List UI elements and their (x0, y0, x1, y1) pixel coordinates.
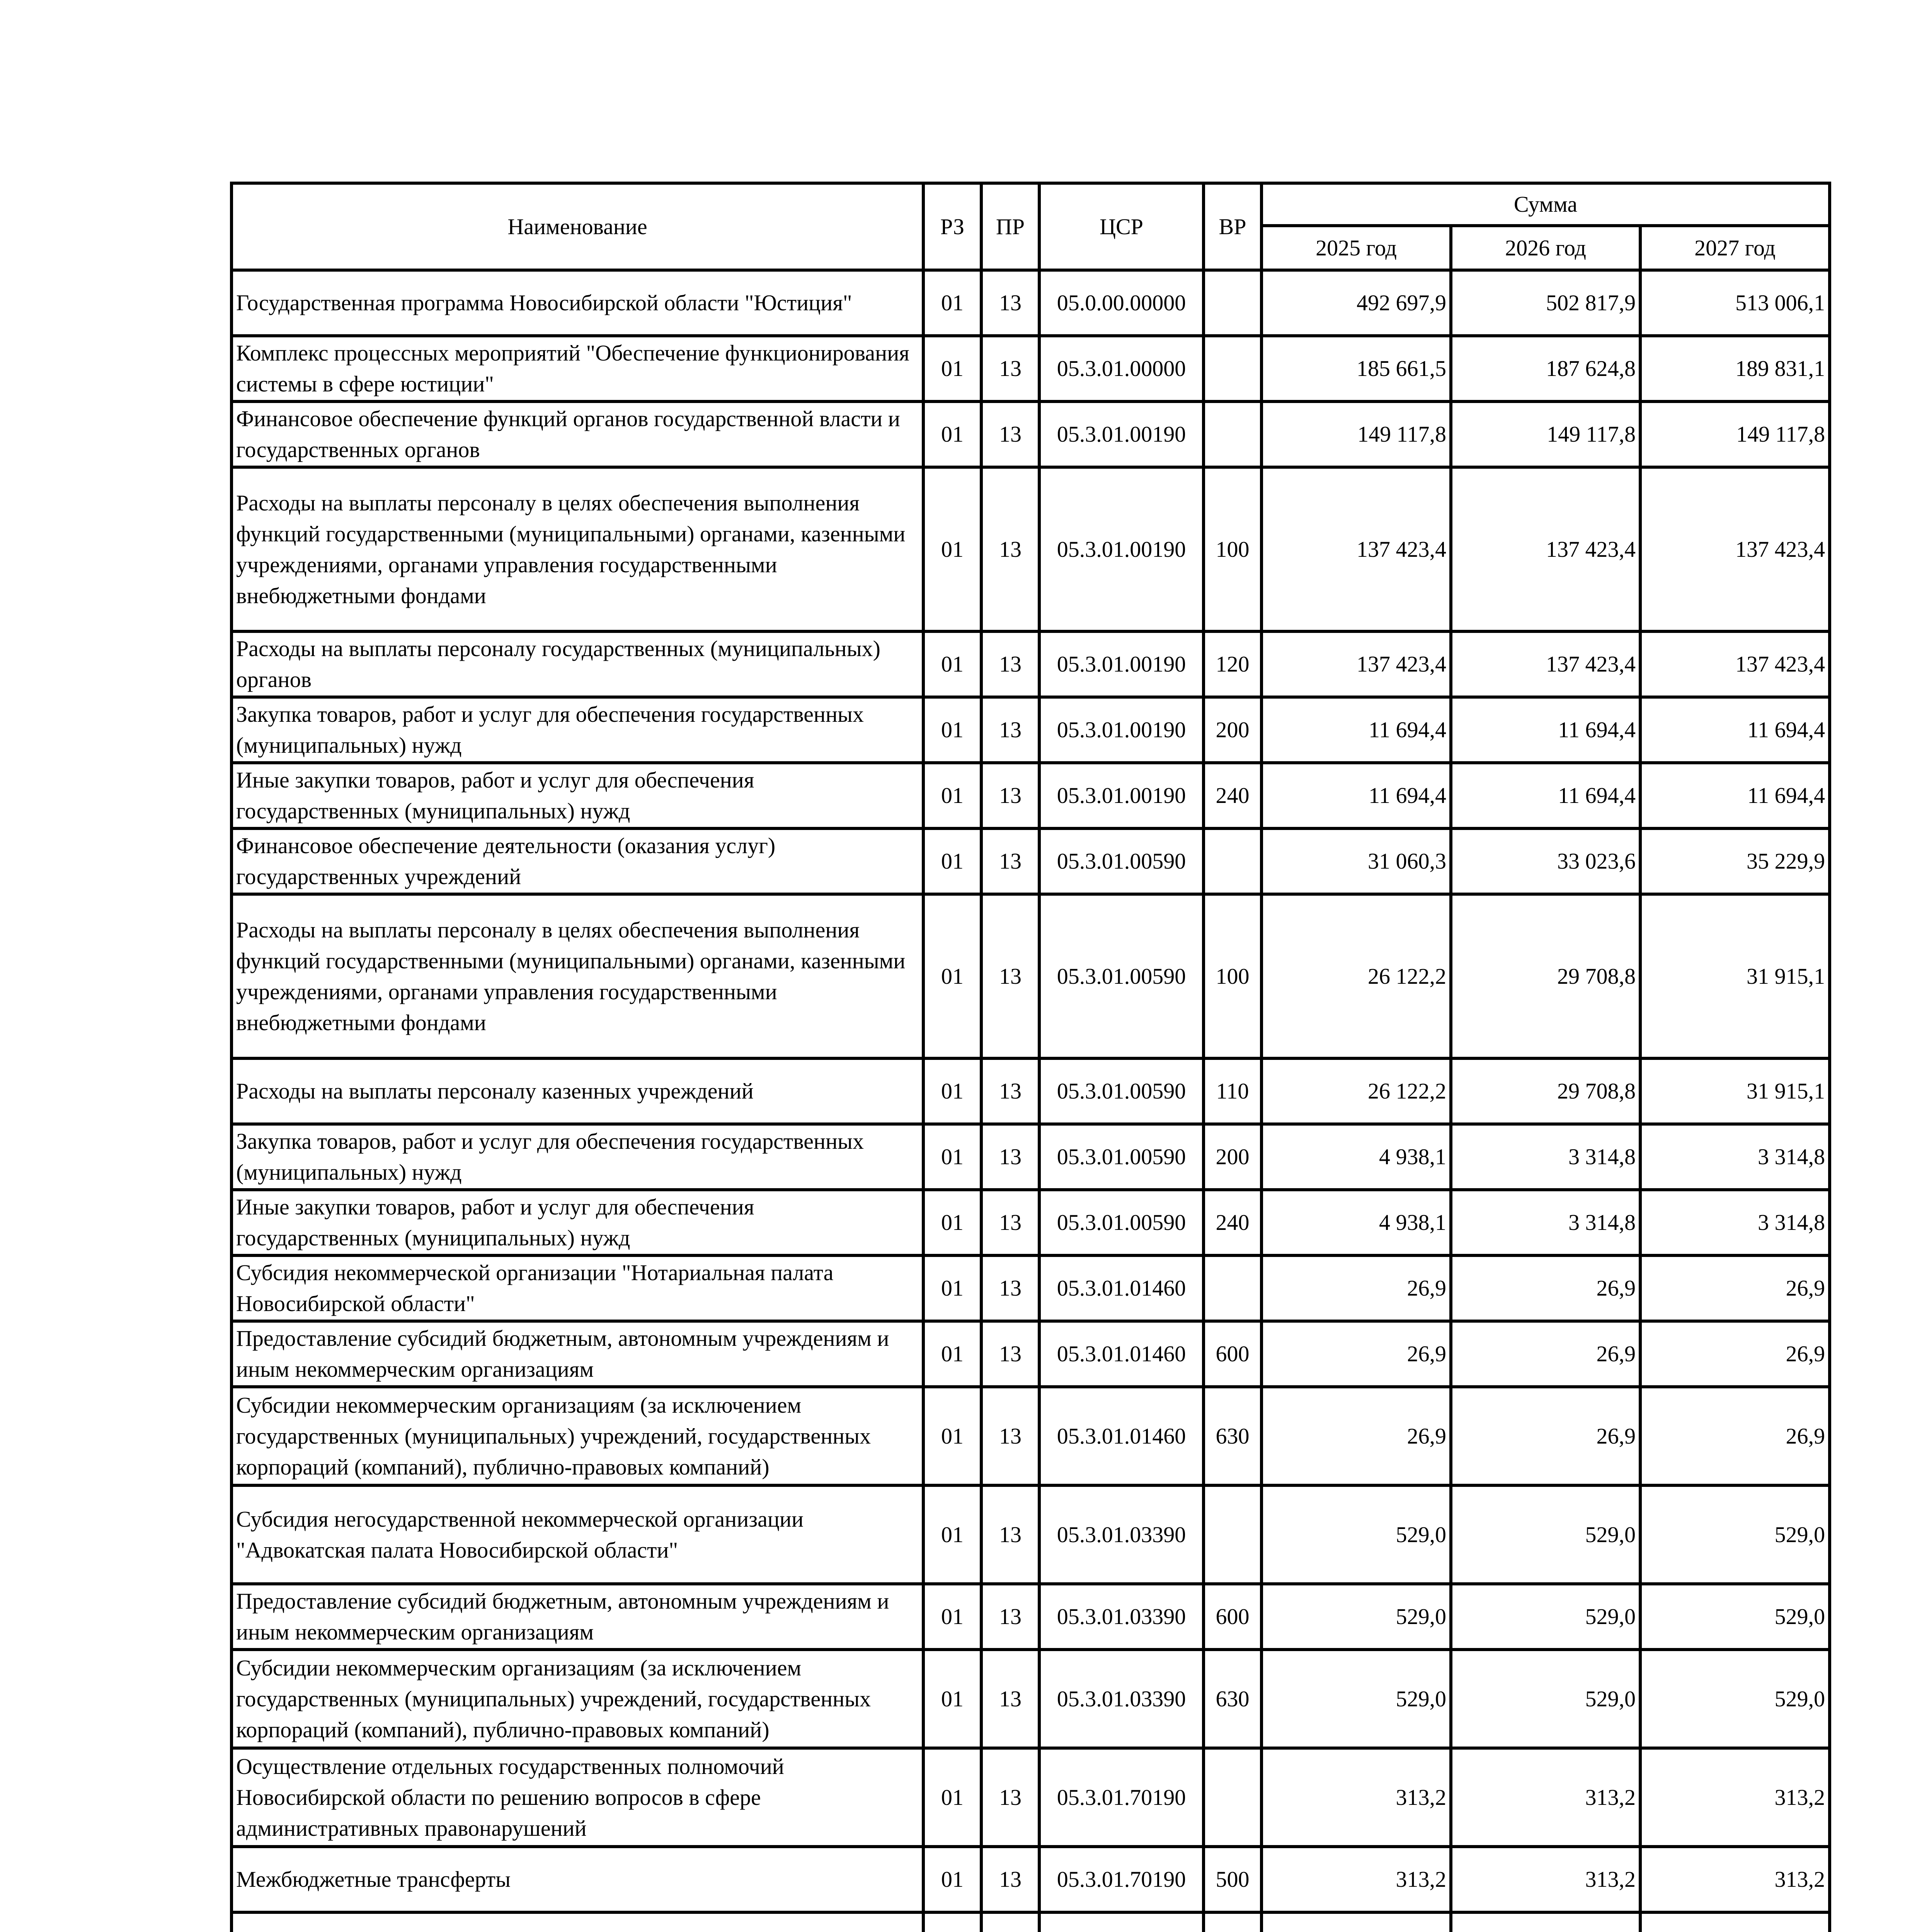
cell-vr: 630 (1204, 1387, 1262, 1485)
cell-name: Иные закупки товаров, работ и услуг для обеспечения государственных (муниципальных) нужд (232, 1190, 923, 1255)
cell-pr: 13 (981, 336, 1039, 401)
cell-vr: 110 (1204, 1058, 1262, 1124)
table-row (232, 697, 1830, 763)
table-row (232, 1912, 1830, 1932)
cell-2026: 313,2 (1451, 1748, 1640, 1847)
cell-name: Предоставление субсидий бюджетным, автономным учреждениям и иным некоммерческим организациям (232, 1584, 923, 1650)
cell-rz: 01 (923, 1485, 981, 1584)
table-row (232, 1321, 1830, 1387)
cell-2027: 313,2 (1640, 1847, 1830, 1912)
cell-2025: 11 694,4 (1262, 763, 1451, 828)
cell-2026: 137 423,4 (1451, 467, 1640, 631)
cell-rz: 01 (923, 1255, 981, 1321)
cell-pr: 13 (981, 1650, 1039, 1748)
cell-rz: 01 (923, 1650, 981, 1748)
cell-2027: 31 915,1 (1640, 894, 1830, 1058)
cell-csr: 05.0.00.00000 (1039, 270, 1204, 336)
cell-2027: 529,0 (1640, 1584, 1830, 1650)
col-header-csr: ЦСР (1039, 183, 1204, 270)
table-row (232, 828, 1830, 894)
cell-2025: 26,9 (1262, 1387, 1451, 1485)
cell-pr: 13 (981, 1255, 1039, 1321)
cell-rz: 01 (923, 763, 981, 828)
cell-2026: 29 708,8 (1451, 1058, 1640, 1124)
table-row (232, 631, 1830, 697)
table-row (232, 1058, 1830, 1124)
cell-vr (1204, 1255, 1262, 1321)
cell-name: Финансовое обеспечение функций органов государственной власти и государственных органов (232, 401, 923, 467)
cell-2027: 137 423,4 (1640, 631, 1830, 697)
cell-pr: 13 (981, 1124, 1039, 1190)
cell-rz: 01 (923, 631, 981, 697)
cell-rz: 01 (923, 270, 981, 336)
cell-pr: 13 (981, 894, 1039, 1058)
cell-2026: 187 624,8 (1451, 336, 1640, 401)
cell-rz (923, 1912, 981, 1932)
cell-pr (981, 1912, 1039, 1932)
cell-2026: 529,0 (1451, 1650, 1640, 1748)
cell-vr (1204, 270, 1262, 336)
cell-vr (1204, 828, 1262, 894)
cell-2025: 529,0 (1262, 1650, 1451, 1748)
cell-pr: 13 (981, 1387, 1039, 1485)
cell-2025: 313,2 (1262, 1847, 1451, 1912)
cell-2025: 31 060,3 (1262, 828, 1451, 894)
col-header-rz: РЗ (923, 183, 981, 270)
cell-2026: 29 708,8 (1451, 894, 1640, 1058)
cell-name: Закупка товаров, работ и услуг для обеспечения государственных (муниципальных) нужд (232, 1124, 923, 1190)
cell-2025 (1262, 1912, 1451, 1932)
cell-2025: 4 938,1 (1262, 1124, 1451, 1190)
cell-csr: 05.3.01.00590 (1039, 1124, 1204, 1190)
cell-2027: 26,9 (1640, 1321, 1830, 1387)
cell-rz: 01 (923, 697, 981, 763)
cell-csr: 05.3.01.00590 (1039, 1190, 1204, 1255)
col-header-2025: 2025 год (1262, 226, 1451, 270)
cell-2025: 26,9 (1262, 1255, 1451, 1321)
cell-name: Расходы на выплаты персоналу в целях обеспечения выполнения функций государственными (муниципальными) органами, казенными учреждениями, органами управления государственными внебюджетными фондами (232, 467, 923, 631)
cell-csr: 05.3.01.03390 (1039, 1650, 1204, 1748)
cell-2025: 529,0 (1262, 1485, 1451, 1584)
table-row (232, 894, 1830, 1058)
cell-csr: 05.3.01.01460 (1039, 1255, 1204, 1321)
cell-csr: 05.3.01.00000 (1039, 336, 1204, 401)
cell-2027: 11 694,4 (1640, 763, 1830, 828)
cell-2026: 26,9 (1451, 1255, 1640, 1321)
cell-pr: 13 (981, 1847, 1039, 1912)
table-row (232, 1748, 1830, 1847)
cell-pr: 13 (981, 763, 1039, 828)
cell-vr (1204, 1748, 1262, 1847)
cell-2027: 26,9 (1640, 1387, 1830, 1485)
cell-vr: 600 (1204, 1584, 1262, 1650)
cell-csr: 05.3.01.70190 (1039, 1748, 1204, 1847)
cell-csr: 05.3.01.00190 (1039, 697, 1204, 763)
cell-2027: 31 915,1 (1640, 1058, 1830, 1124)
table-row (232, 270, 1830, 336)
cell-rz: 01 (923, 401, 981, 467)
col-header-sum: Сумма (1262, 183, 1830, 226)
cell-2027: 313,2 (1640, 1748, 1830, 1847)
cell-vr (1204, 1485, 1262, 1584)
cell-rz: 01 (923, 1124, 981, 1190)
cell-2025: 149 117,8 (1262, 401, 1451, 467)
cell-csr: 05.3.01.00590 (1039, 828, 1204, 894)
cell-2025: 529,0 (1262, 1584, 1451, 1650)
cell-vr: 200 (1204, 1124, 1262, 1190)
cell-2027: 35 229,9 (1640, 828, 1830, 894)
cell-rz: 01 (923, 1748, 981, 1847)
table-row (232, 401, 1830, 467)
cell-2027: 26,9 (1640, 1255, 1830, 1321)
cell-name: Осуществление отдельных государственных полномочий Новосибирской области по решению вопросов в сфере административных правонарушений (232, 1748, 923, 1847)
cell-2026: 11 694,4 (1451, 697, 1640, 763)
col-header-2027: 2027 год (1640, 226, 1830, 270)
cell-name: Расходы на выплаты персоналу казенных учреждений (232, 1058, 923, 1124)
cell-name: Государственная программа Новосибирской области "Юстиция" (232, 270, 923, 336)
cell-name: Субсидия некоммерческой организации "Нотариальная палата Новосибирской области" (232, 1255, 923, 1321)
col-header-2026: 2026 год (1451, 226, 1640, 270)
cell-vr: 100 (1204, 894, 1262, 1058)
cell-csr: 05.3.01.03390 (1039, 1485, 1204, 1584)
col-header-vr: ВР (1204, 183, 1262, 270)
cell-pr: 13 (981, 631, 1039, 697)
cell-name: Расходы на выплаты персоналу в целях обеспечения выполнения функций государственными (муниципальными) органами, казенными учреждениями, органами управления государственными внебюджетными фондами (232, 894, 923, 1058)
cell-csr: 05.3.01.00190 (1039, 631, 1204, 697)
cell-name: Субсидии некоммерческим организациям (за исключением государственных (муниципальных) учреждений, государственных корпораций (компаний), публично-правовых компаний) (232, 1387, 923, 1485)
cell-csr: 05.3.01.01460 (1039, 1387, 1204, 1485)
table-row (232, 1190, 1830, 1255)
cell-rz: 01 (923, 1584, 981, 1650)
cell-pr: 13 (981, 697, 1039, 763)
cell-csr (1039, 1912, 1204, 1932)
cell-pr: 13 (981, 1321, 1039, 1387)
cell-2025: 26 122,2 (1262, 1058, 1451, 1124)
cell-pr: 13 (981, 1190, 1039, 1255)
cell-name: Иные закупки товаров, работ и услуг для обеспечения государственных (муниципальных) нужд (232, 763, 923, 828)
cell-vr: 240 (1204, 763, 1262, 828)
cell-2026 (1451, 1912, 1640, 1932)
cell-vr (1204, 336, 1262, 401)
table-row (232, 1124, 1830, 1190)
cell-2027: 3 314,8 (1640, 1190, 1830, 1255)
cell-name: Расходы на выплаты персоналу государственных (муниципальных) органов (232, 631, 923, 697)
cell-pr: 13 (981, 828, 1039, 894)
cell-rz: 01 (923, 467, 981, 631)
cell-2025: 313,2 (1262, 1748, 1451, 1847)
cell-pr: 13 (981, 1485, 1039, 1584)
budget-table (230, 182, 1831, 1932)
cell-2027: 149 117,8 (1640, 401, 1830, 467)
cell-2025: 4 938,1 (1262, 1190, 1451, 1255)
table-row (232, 467, 1830, 631)
col-header-name: Наименование (232, 183, 923, 270)
cell-csr: 05.3.01.01460 (1039, 1321, 1204, 1387)
cell-rz: 01 (923, 1058, 981, 1124)
cell-name (232, 1912, 923, 1932)
cell-name: Предоставление субсидий бюджетным, автономным учреждениям и иным некоммерческим организациям (232, 1321, 923, 1387)
cell-2027: 189 831,1 (1640, 336, 1830, 401)
cell-name: Комплекс процессных мероприятий "Обеспечение функционирования системы в сфере юстиции" (232, 336, 923, 401)
cell-vr: 120 (1204, 631, 1262, 697)
cell-name: Закупка товаров, работ и услуг для обеспечения государственных (муниципальных) нужд (232, 697, 923, 763)
cell-2025: 26 122,2 (1262, 894, 1451, 1058)
cell-2025: 185 661,5 (1262, 336, 1451, 401)
cell-vr: 600 (1204, 1321, 1262, 1387)
table-row (232, 336, 1830, 401)
cell-csr: 05.3.01.00590 (1039, 1058, 1204, 1124)
cell-vr (1204, 1912, 1262, 1932)
cell-2026: 26,9 (1451, 1387, 1640, 1485)
cell-csr: 05.3.01.00590 (1039, 894, 1204, 1058)
cell-2027: 513 006,1 (1640, 270, 1830, 336)
table-row (232, 763, 1830, 828)
cell-csr: 05.3.01.00190 (1039, 763, 1204, 828)
cell-2026: 502 817,9 (1451, 270, 1640, 336)
cell-2027: 529,0 (1640, 1650, 1830, 1748)
cell-pr: 13 (981, 270, 1039, 336)
cell-2025: 11 694,4 (1262, 697, 1451, 763)
cell-rz: 01 (923, 336, 981, 401)
cell-2026: 26,9 (1451, 1321, 1640, 1387)
cell-vr: 500 (1204, 1847, 1262, 1912)
cell-rz: 01 (923, 828, 981, 894)
cell-rz: 01 (923, 894, 981, 1058)
cell-csr: 05.3.01.00190 (1039, 401, 1204, 467)
cell-pr: 13 (981, 1748, 1039, 1847)
cell-pr: 13 (981, 401, 1039, 467)
table-row (232, 1650, 1830, 1748)
cell-2027: 11 694,4 (1640, 697, 1830, 763)
cell-vr: 100 (1204, 467, 1262, 631)
header-row-top (232, 183, 1830, 226)
cell-2027: 3 314,8 (1640, 1124, 1830, 1190)
cell-2026: 11 694,4 (1451, 763, 1640, 828)
cell-2026: 313,2 (1451, 1847, 1640, 1912)
cell-pr: 13 (981, 1058, 1039, 1124)
cell-rz: 01 (923, 1190, 981, 1255)
cell-2025: 492 697,9 (1262, 270, 1451, 336)
cell-rz: 01 (923, 1321, 981, 1387)
col-header-pr: ПР (981, 183, 1039, 270)
table-row (232, 1387, 1830, 1485)
cell-2026: 3 314,8 (1451, 1124, 1640, 1190)
cell-rz: 01 (923, 1847, 981, 1912)
cell-name: Субсидии некоммерческим организациям (за исключением государственных (муниципальных) учреждений, государственных корпораций (компаний), публично-правовых компаний) (232, 1650, 923, 1748)
table-row (232, 1485, 1830, 1584)
cell-2026: 33 023,6 (1451, 828, 1640, 894)
cell-2027: 529,0 (1640, 1485, 1830, 1584)
cell-vr (1204, 401, 1262, 467)
table-row (232, 1847, 1830, 1912)
cell-name: Субсидия негосударственной некоммерческой организации "Адвокатская палата Новосибирской области" (232, 1485, 923, 1584)
cell-2026: 529,0 (1451, 1485, 1640, 1584)
cell-2025: 26,9 (1262, 1321, 1451, 1387)
cell-vr: 200 (1204, 697, 1262, 763)
cell-csr: 05.3.01.00190 (1039, 467, 1204, 631)
cell-csr: 05.3.01.70190 (1039, 1847, 1204, 1912)
table-row (232, 1584, 1830, 1650)
cell-name: Финансовое обеспечение деятельности (оказания услуг) государственных учреждений (232, 828, 923, 894)
cell-2026: 137 423,4 (1451, 631, 1640, 697)
cell-2026: 149 117,8 (1451, 401, 1640, 467)
cell-rz: 01 (923, 1387, 981, 1485)
cell-vr: 240 (1204, 1190, 1262, 1255)
cell-pr: 13 (981, 1584, 1039, 1650)
cell-2025: 137 423,4 (1262, 631, 1451, 697)
cell-2027: 137 423,4 (1640, 467, 1830, 631)
table-body (232, 270, 1830, 1932)
cell-name: Межбюджетные трансферты (232, 1847, 923, 1912)
cell-csr: 05.3.01.03390 (1039, 1584, 1204, 1650)
cell-2026: 529,0 (1451, 1584, 1640, 1650)
cell-pr: 13 (981, 467, 1039, 631)
cell-2025: 137 423,4 (1262, 467, 1451, 631)
table-row (232, 1255, 1830, 1321)
cell-2026: 3 314,8 (1451, 1190, 1640, 1255)
cell-vr: 630 (1204, 1650, 1262, 1748)
cell-2027 (1640, 1912, 1830, 1932)
